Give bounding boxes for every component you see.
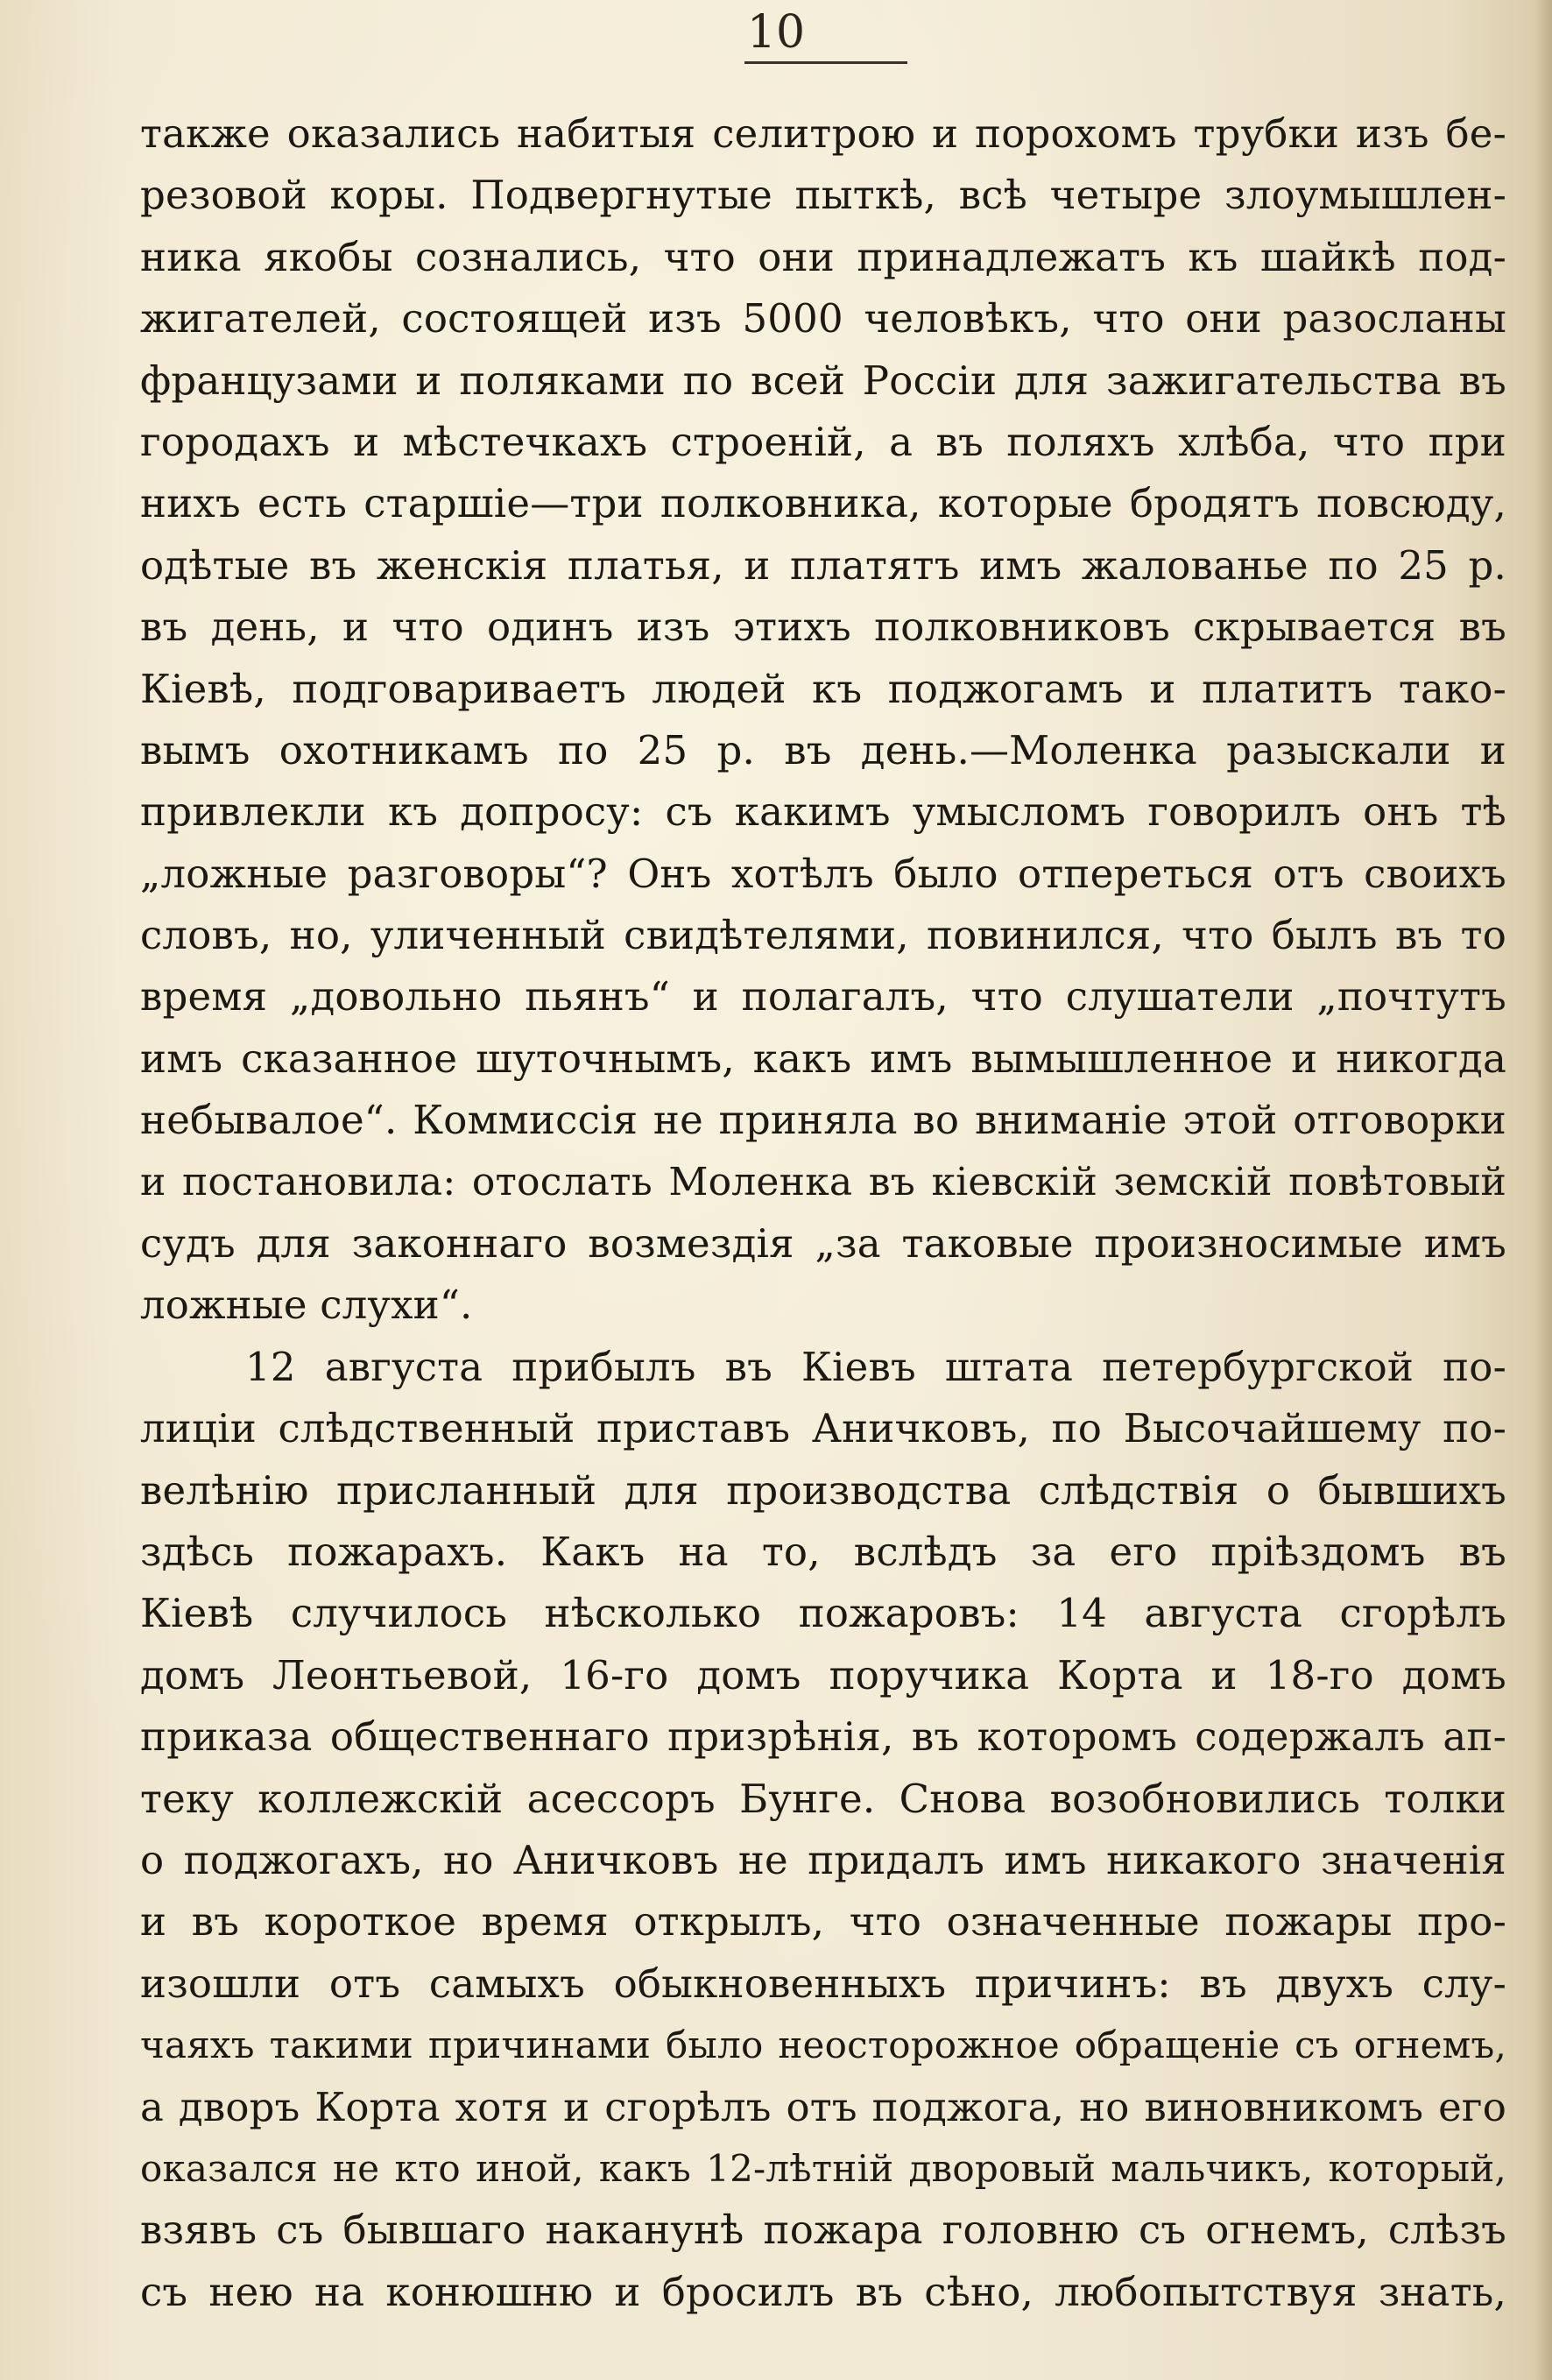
text-line: въ день, и что одинъ изъ этихъ полковниковъ скрывается въ bbox=[140, 604, 1506, 651]
text-line: судъ для законнаго возмездія „за таковые произносимые имъ bbox=[140, 1220, 1506, 1268]
text-line: 12 августа прибылъ въ Кіевъ штата петербургской по- bbox=[245, 1343, 1506, 1390]
text-line: Кіевѣ случилось нѣсколько пожаровъ: 14 августа сгорѣлъ bbox=[140, 1590, 1506, 1637]
text-line: также оказались набитыя селитрою и порохомъ трубки изъ бе- bbox=[140, 110, 1506, 157]
text-line: Кіевѣ, подговариваетъ людей къ поджогамъ и платитъ тако- bbox=[140, 665, 1506, 712]
text-line: резовой коры. Подвергнутые пыткѣ, всѣ четыре злоумышлен- bbox=[140, 172, 1506, 219]
text-line: французами и поляками по всей Россіи для зажигательства въ bbox=[140, 357, 1506, 404]
text-line: здѣсь пожарахъ. Какъ на то, вслѣдъ за его пріѣздомъ въ bbox=[140, 1528, 1506, 1575]
text-line: одѣтые въ женскія платья, и платятъ имъ жалованье по 25 р. bbox=[140, 541, 1506, 589]
page-edge-shadow bbox=[1534, 0, 1552, 2380]
text-line: жигателей, состоящей изъ 5000 человѣкъ, что они разосланы bbox=[140, 295, 1506, 343]
text-line: ника якобы сознались, что они принадлежатъ къ шайкѣ под- bbox=[140, 233, 1506, 280]
text-line: чаяхъ такими причинами было неосторожное обращеніе съ огнемъ, bbox=[140, 2023, 1506, 2067]
text-line: имъ сказанное шуточнымъ, какъ имъ вымышленное и никогда bbox=[140, 1035, 1506, 1082]
text-line: привлекли къ допросу: съ какимъ умысломъ говорилъ онъ тѣ bbox=[140, 788, 1506, 836]
text-line: теку коллежскій асессоръ Бунге. Снова возобновились толки bbox=[140, 1775, 1506, 1822]
text-line: съ нею на конюшню и бросилъ въ сѣно, любопытствуя знать, bbox=[140, 2268, 1506, 2315]
text-line: о поджогахъ, но Аничковъ не придалъ имъ никакого значенія bbox=[140, 1836, 1506, 1883]
text-line: и постановила: отослать Моленка въ кіевскій земскій повѣтовый bbox=[140, 1159, 1506, 1204]
text-line: взявъ съ бывшаго наканунѣ пожара головню съ огнемъ, слѣзъ bbox=[140, 2207, 1506, 2254]
text-line: городахъ и мѣстечкахъ строеній, а въ поляхъ хлѣба, что при bbox=[140, 418, 1506, 465]
text-line: домъ Леонтьевой, 16-го домъ поручика Корта и 18-го домъ bbox=[140, 1651, 1506, 1698]
text-line: вымъ охотникамъ по 25 р. въ день.—Моленка разыскали и bbox=[140, 726, 1506, 773]
text-line: изошли отъ самыхъ обыкновенныхъ причинъ: въ двухъ слу- bbox=[140, 1960, 1506, 2007]
text-line: и въ короткое время открылъ, что означенные пожары про- bbox=[140, 1898, 1506, 1946]
text-line: приказа общественнаго призрѣнія, въ которомъ содержалъ ап- bbox=[140, 1713, 1506, 1761]
text-line: „ложные разговоры“? Онъ хотѣлъ было отпереться отъ своихъ bbox=[140, 850, 1506, 897]
text-line: лиціи слѣдственный приставъ Аничковъ, по Высочайшему по- bbox=[140, 1405, 1506, 1452]
text-line: велѣнію присланный для производства слѣдствія о бывшихъ bbox=[140, 1466, 1506, 1514]
text-line: словъ, но, уличенный свидѣтелями, повинился, что былъ въ то bbox=[140, 912, 1506, 959]
text-line: оказался не кто иной, какъ 12-лѣтній дворовый мальчикъ, который, bbox=[140, 2146, 1506, 2190]
text-line: нихъ есть старшіе—три полковника, которые бродятъ повсюду, bbox=[140, 480, 1506, 527]
text-line: а дворъ Корта хотя и сгорѣлъ отъ поджога, но виновникомъ его bbox=[140, 2083, 1506, 2130]
page-number: 10 bbox=[746, 6, 806, 59]
text-line: небывалое“. Коммиссія не приняла во вниманіе этой отговорки bbox=[140, 1097, 1506, 1144]
body-text bbox=[140, 103, 1506, 2323]
text-line: время „довольно пьянъ“ и полагалъ, что слушатели „почтутъ bbox=[140, 973, 1506, 1021]
text-line: ложные слухи“. bbox=[140, 1282, 473, 1329]
page-number-rule bbox=[744, 61, 907, 64]
